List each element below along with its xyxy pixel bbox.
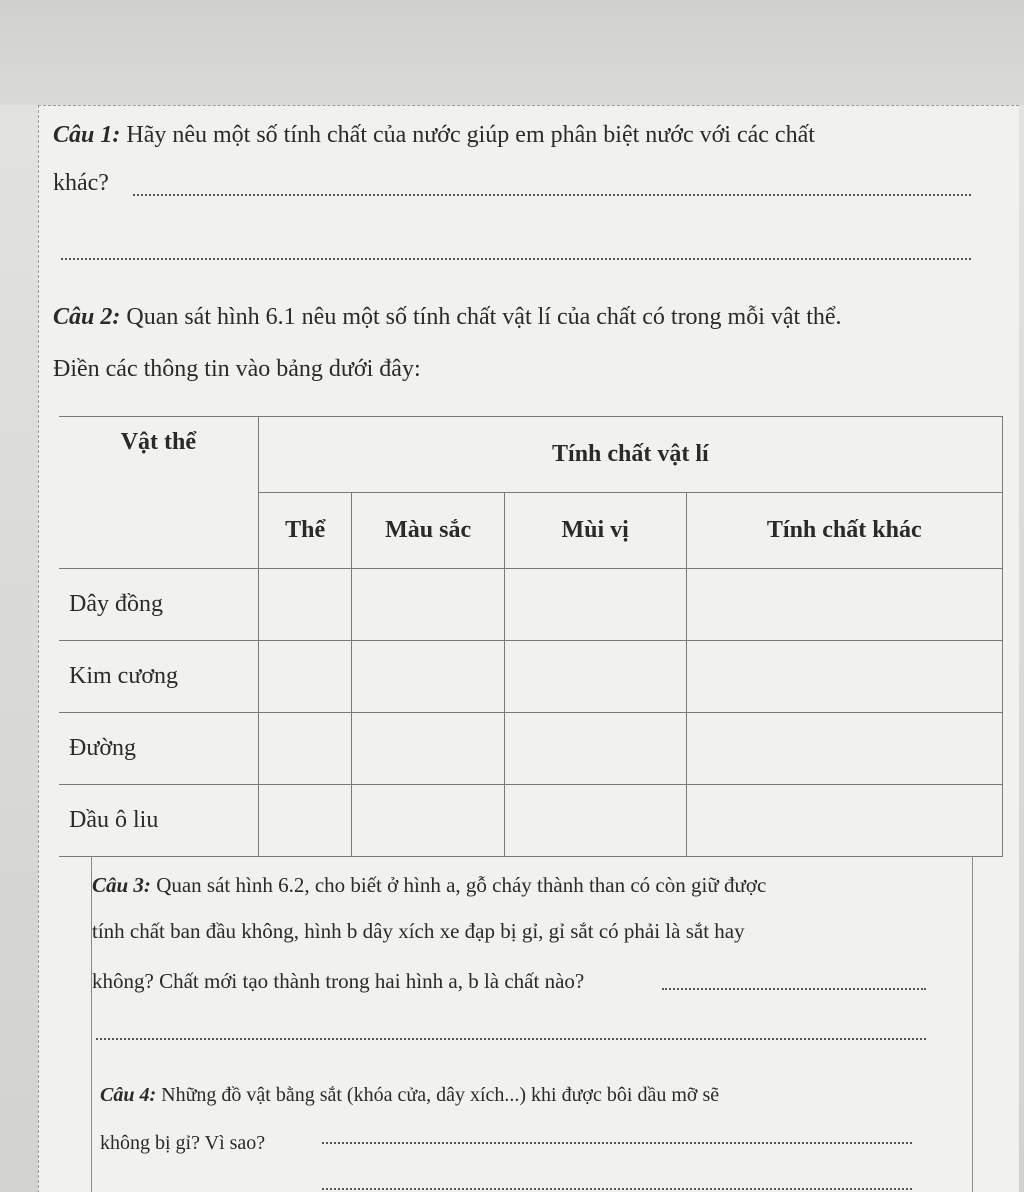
- question-3-text-1: Quan sát hình 6.2, cho biết ở hình a, gỗ cháy thành than có còn giữ được: [150, 873, 767, 897]
- cell-empty: [686, 713, 1003, 785]
- row-label-olive-oil: Dầu ô liu: [59, 785, 258, 857]
- answer-line-3a: [662, 988, 926, 990]
- question-1-line-2: khác?: [53, 170, 109, 196]
- cell-empty: [258, 569, 352, 641]
- question-4-line-2: không bị gỉ? Vì sao?: [100, 1132, 266, 1154]
- question-2-line-2: Điền các thông tin vào bảng dưới đây:: [53, 356, 421, 382]
- cell-empty: [352, 641, 504, 713]
- table-row: [59, 713, 1003, 785]
- answer-line-1a: [133, 194, 971, 196]
- cell-empty: [686, 641, 1003, 713]
- worksheet-page: [38, 105, 1019, 1192]
- answer-line-1b: [61, 258, 971, 260]
- cell-empty: [258, 713, 352, 785]
- cell-empty: [352, 785, 504, 857]
- lower-questions-box: [91, 856, 973, 1192]
- answer-line-4b: [322, 1188, 912, 1190]
- table-row: [59, 569, 1003, 641]
- subheader-state: Thể: [258, 493, 352, 569]
- question-3-line-2: tính chất ban đầu không, hình b dây xích xe đạp bị gỉ, gỉ sắt có phải là sắt hay: [92, 919, 745, 943]
- answer-line-4a: [322, 1142, 912, 1144]
- subheader-other-properties: Tính chất khác: [686, 493, 1003, 569]
- question-1-label: Câu 1:: [53, 122, 121, 148]
- physical-properties-table: [59, 416, 1003, 857]
- cell-empty: [258, 641, 352, 713]
- cell-empty: [504, 785, 686, 857]
- cell-empty: [686, 569, 1003, 641]
- question-2-label: Câu 2:: [53, 304, 121, 330]
- table-row: [59, 641, 1003, 713]
- question-2-line-1: [53, 302, 842, 332]
- cell-empty: [352, 713, 504, 785]
- question-1-text-1: Hãy nêu một số tính chất của nước giúp em phân biệt nước với các chất: [120, 122, 815, 148]
- cell-empty: [258, 785, 352, 857]
- table-row: [59, 785, 1003, 857]
- cell-empty: [504, 713, 686, 785]
- row-label-copper-wire: Dây đồng: [59, 569, 258, 641]
- question-3-line-1: [92, 870, 766, 900]
- cell-empty: [686, 785, 1003, 857]
- screen-top-band: [0, 0, 1024, 105]
- cell-empty: [352, 569, 504, 641]
- header-object: Vật thể: [59, 417, 258, 569]
- subheader-taste-smell: Mùi vị: [504, 493, 686, 569]
- question-3-line-3: không? Chất mới tạo thành trong hai hình a, b là chất nào?: [92, 969, 585, 993]
- cell-empty: [504, 569, 686, 641]
- header-physical-properties: Tính chất vật lí: [258, 417, 1002, 493]
- table-header-row: [59, 417, 1003, 493]
- question-4-line-1: [100, 1080, 719, 1110]
- row-label-diamond: Kim cương: [59, 641, 258, 713]
- question-4-label: Câu 4:: [100, 1084, 157, 1106]
- question-4-text-1: Những đồ vật bằng sắt (khóa cửa, dây xích...) khi được bôi dầu mỡ sẽ: [156, 1084, 720, 1106]
- subheader-color: Màu sắc: [352, 493, 504, 569]
- question-3-label: Câu 3:: [92, 873, 151, 897]
- answer-line-3b: [96, 1038, 926, 1040]
- question-1-line-1: [53, 120, 815, 150]
- question-2-text-1: Quan sát hình 6.1 nêu một số tính chất vật lí của chất có trong mỗi vật thể.: [120, 304, 842, 330]
- cell-empty: [504, 641, 686, 713]
- row-label-sugar: Đường: [59, 713, 258, 785]
